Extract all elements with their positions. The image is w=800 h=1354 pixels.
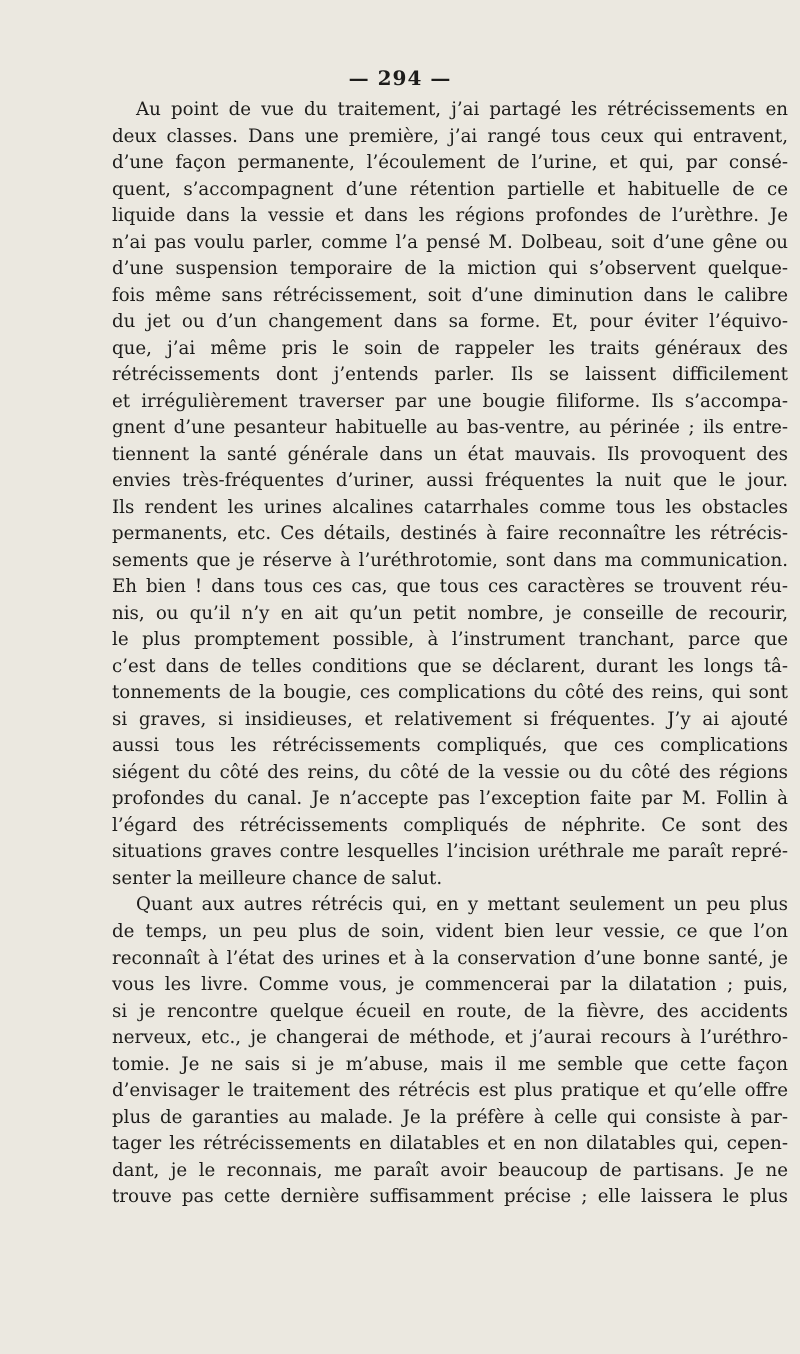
text-line: Ils rendent les urines alcalines catarrhales comme tous les obstacles bbox=[112, 496, 788, 518]
text-line: fois même sans rétrécissement, soit d’une diminution dans le calibre bbox=[112, 284, 788, 306]
text-line: tiennent la santé générale dans un état mauvais. Ils provoquent des bbox=[112, 443, 788, 465]
text-line: plus de garanties au malade. Je la préfère à celle qui consiste à par- bbox=[112, 1106, 788, 1128]
text-line: d’envisager le traitement des rétrécis est plus pratique et qu’elle offre bbox=[112, 1080, 788, 1102]
text-line: nerveux, etc., je changerai de méthode, et j’aurai recours à l’uréthro- bbox=[112, 1027, 788, 1049]
text-line: d’une suspension temporaire de la miction qui s’observent quelque- bbox=[112, 258, 788, 280]
text-line: d’une façon permanente, l’écoulement de l’urine, et qui, par consé- bbox=[112, 152, 788, 174]
text-line: c’est dans de telles conditions que se déclarent, durant les longs tâ- bbox=[112, 655, 788, 677]
text-line: envies très-fréquentes d’uriner, aussi fréquentes la nuit que le jour. bbox=[112, 470, 788, 492]
text-line: senter la meilleure chance de salut. bbox=[112, 867, 443, 889]
text-line: que, j’ai même pris le soin de rappeler les traits généraux des bbox=[112, 337, 788, 359]
text-line: siégent du côté des reins, du côté de la vessie ou du côté des régions bbox=[112, 761, 788, 783]
text-line: Eh bien ! dans tous ces cas, que tous ces caractères se trouvent réu- bbox=[112, 576, 788, 598]
text-line: liquide dans la vessie et dans les régions profondes de l’urèthre. Je bbox=[112, 205, 788, 227]
text-line: sements que je réserve à l’uréthrotomie, sont dans ma communication. bbox=[112, 549, 788, 571]
text-line: si graves, si insidieuses, et relativement si fréquentes. J’y ai ajouté bbox=[112, 708, 788, 730]
text-line: tonnements de la bougie, ces complications du côté des reins, qui sont bbox=[112, 682, 788, 704]
text-line: reconnaît à l’état des urines et à la conservation d’une bonne santé, je bbox=[112, 947, 788, 969]
text-line: tager les rétrécissements en dilatables et en non dilatables qui, cepen- bbox=[112, 1133, 788, 1155]
text-line: gnent d’une pesanteur habituelle au bas-ventre, au périnée ; ils entre- bbox=[112, 417, 788, 439]
text-line: le plus promptement possible, à l’instrument tranchant, parce que bbox=[112, 629, 788, 651]
text-line: vous les livre. Comme vous, je commencerai par la dilatation ; puis, bbox=[112, 974, 788, 996]
text-line: profondes du canal. Je n’accepte pas l’exception faite par M. Follin à bbox=[112, 788, 788, 810]
text-line: Quant aux autres rétrécis qui, en y mettant seulement un peu plus bbox=[136, 894, 788, 916]
page-number: — 294 — bbox=[348, 66, 452, 90]
text-line: dant, je le reconnais, me paraît avoir beaucoup de partisans. Je ne bbox=[112, 1159, 788, 1181]
text-line: n’ai pas voulu parler, comme l’a pensé M. Dolbeau, soit d’une gêne ou bbox=[112, 231, 788, 253]
text-line: tomie. Je ne sais si je m’abuse, mais il me semble que cette façon bbox=[112, 1053, 788, 1075]
text-line: rétrécissements dont j’entends parler. Ils se laissent difficilement bbox=[112, 364, 788, 386]
text-line: et irrégulièrement traverser par une bougie filiforme. Ils s’accompa- bbox=[112, 390, 788, 412]
body-text bbox=[112, 97, 788, 1211]
text-line: de temps, un peu plus de soin, vident bien leur vessie, ce que l’on bbox=[112, 920, 788, 942]
text-line: permanents, etc. Ces détails, destinés à faire reconnaître les rétrécis- bbox=[112, 523, 788, 545]
text-line: aussi tous les rétrécissements compliqués, que ces complications bbox=[112, 735, 788, 757]
text-line: situations graves contre lesquelles l’incision uréthrale me paraît repré- bbox=[112, 841, 788, 863]
text-line: nis, ou qu’il n’y en ait qu’un petit nombre, je conseille de recourir, bbox=[112, 602, 788, 624]
text-line: l’égard des rétrécissements compliqués de néphrite. Ce sont des bbox=[112, 814, 788, 836]
text-line: deux classes. Dans une première, j’ai rangé tous ceux qui entravent, bbox=[112, 125, 788, 147]
text-line: si je rencontre quelque écueil en route, de la fièvre, des accidents bbox=[112, 1000, 788, 1022]
text-line: quent, s’accompagnent d’une rétention partielle et habituelle de ce bbox=[112, 178, 788, 200]
text-line: du jet ou d’un changement dans sa forme. Et, pour éviter l’équivo- bbox=[112, 311, 788, 333]
text-line: Au point de vue du traitement, j’ai partagé les rétrécissements en bbox=[136, 99, 788, 120]
text-line: trouve pas cette dernière suffisamment précise ; elle laissera le plus bbox=[112, 1186, 788, 1208]
